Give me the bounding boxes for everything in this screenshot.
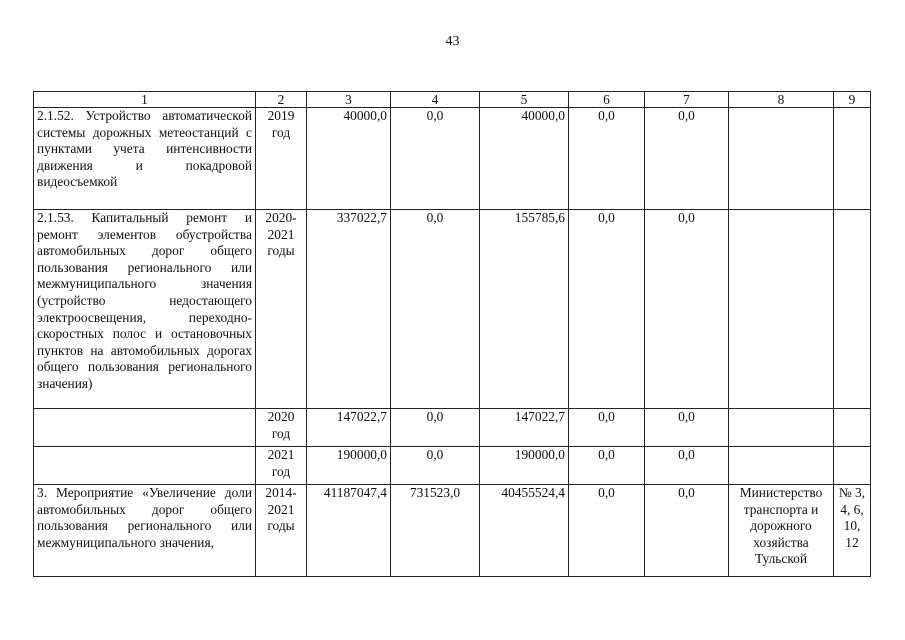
amount-cell: 337022,7 [307, 210, 391, 409]
indicator-cell [834, 409, 871, 447]
amount-cell: 40000,0 [480, 108, 569, 210]
header-cell: 5 [480, 92, 569, 108]
amount-cell: 155785,6 [480, 210, 569, 409]
indicator-cell: № 3, 4, 6, 10, 12 [834, 485, 871, 577]
amount-cell: 0,0 [569, 447, 645, 485]
amount-cell: 0,0 [391, 447, 480, 485]
amount-cell: 147022,7 [307, 409, 391, 447]
header-cell: 7 [645, 92, 729, 108]
period-cell: 2021 год [256, 447, 307, 485]
period-cell: 2020 год [256, 409, 307, 447]
responsible-cell [729, 108, 834, 210]
indicator-cell [834, 108, 871, 210]
responsible-cell: Министерство транспорта и дорожного хозяйства Тульской [729, 485, 834, 577]
amount-cell: 0,0 [391, 409, 480, 447]
amount-cell: 41187047,4 [307, 485, 391, 577]
period-cell: 2019 год [256, 108, 307, 210]
amount-cell: 0,0 [569, 108, 645, 210]
table-row [34, 210, 871, 409]
table-row [34, 485, 871, 577]
table-row [34, 447, 871, 485]
responsible-cell [729, 409, 834, 447]
amount-cell: 0,0 [569, 409, 645, 447]
period-cell: 2014-2021 годы [256, 485, 307, 577]
amount-cell: 0,0 [569, 210, 645, 409]
amount-cell: 0,0 [391, 210, 480, 409]
measure-name-cell: 2.1.52. Устройство автоматической системы дорожных метеостанций с пунктами учета интенсивности движения и покадровой видеосъемкой [34, 108, 256, 210]
indicator-cell [834, 210, 871, 409]
amount-cell: 40000,0 [307, 108, 391, 210]
responsible-cell [729, 210, 834, 409]
page-number: 43 [445, 34, 460, 49]
header-cell: 2 [256, 92, 307, 108]
measure-name-cell [34, 447, 256, 485]
program-table [33, 91, 871, 577]
indicator-cell [834, 447, 871, 485]
amount-cell: 190000,0 [307, 447, 391, 485]
amount-cell: 731523,0 [391, 485, 480, 577]
amount-cell: 0,0 [645, 210, 729, 409]
responsible-cell [729, 447, 834, 485]
amount-cell: 0,0 [645, 409, 729, 447]
amount-cell: 40455524,4 [480, 485, 569, 577]
amount-cell: 0,0 [645, 447, 729, 485]
header-cell: 1 [34, 92, 256, 108]
header-cell: 8 [729, 92, 834, 108]
amount-cell: 147022,7 [480, 409, 569, 447]
amount-cell: 0,0 [645, 108, 729, 210]
amount-cell: 0,0 [645, 485, 729, 577]
header-cell: 6 [569, 92, 645, 108]
measure-name-cell: 3. Мероприятие «Увеличение доли автомобильных дорог общего пользования регионального или межмуниципального значения, [34, 485, 256, 577]
measure-name-cell [34, 409, 256, 447]
header-cell: 9 [834, 92, 871, 108]
period-cell: 2020-2021 годы [256, 210, 307, 409]
header-cell: 4 [391, 92, 480, 108]
header-cell: 3 [307, 92, 391, 108]
amount-cell: 0,0 [391, 108, 480, 210]
measure-name-cell: 2.1.53. Капитальный ремонт и ремонт элементов обустройства автомобильных дорог общего пользования регионального или межмуниципального значения (устройство недостающего электроосвещения, переходно-скоростных полос и остановочных пунктов на автомобильных дорогах общего пользования регионального значения) [34, 210, 256, 409]
amount-cell: 190000,0 [480, 447, 569, 485]
table-row [34, 409, 871, 447]
table-row [34, 108, 871, 210]
table-header-row [34, 92, 871, 108]
amount-cell: 0,0 [569, 485, 645, 577]
